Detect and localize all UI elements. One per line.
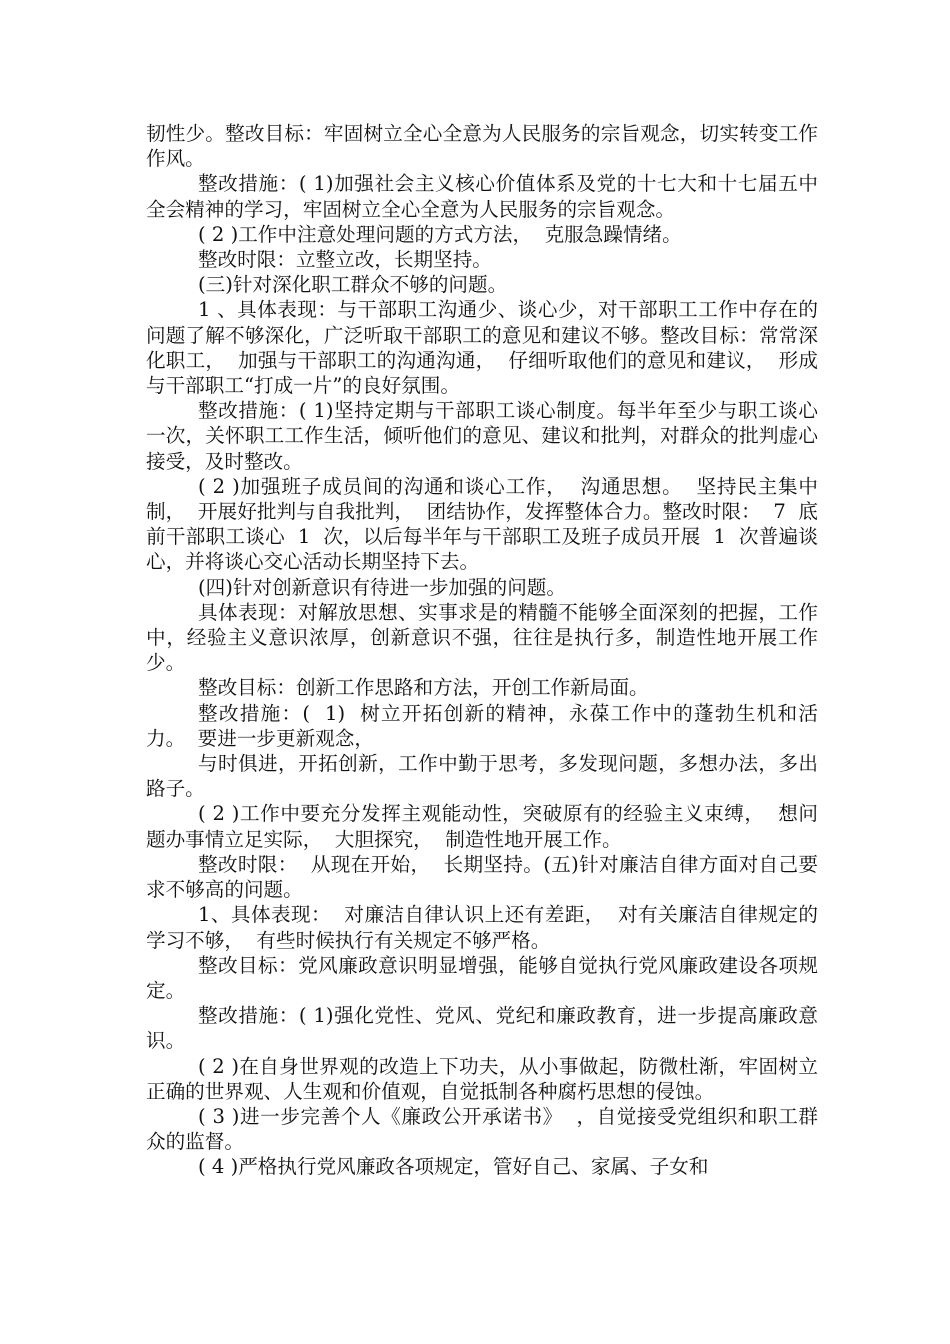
paragraph: 整改措施：( 1)坚持定期与干部职工谈心制度。每半年至少与职工谈心一次，关怀职工工作生活，倾听他们的意见、建议和批判，对群众的批判虚心接受，及时整改。 <box>146 399 818 473</box>
paragraph: 整改措施：( 1)强化党性、党风、党纪和廉政教育，进一步提高廉政意识。 <box>146 1004 818 1053</box>
paragraph: 整改目标：党风廉政意识明显增强，能够自觉执行党风廉政建设各项规定。 <box>146 953 818 1002</box>
paragraph: ( 4 )严格执行党风廉政各项规定，管好自己、家属、子女和 <box>198 1155 709 1179</box>
paragraph: 1 、具体表现：与干部职工沟通少、谈心少，对干部职工工作中存在的问题了解不够深化，广泛听取干部职工的意见和建议不够。整改目标：常常深化职工， 加强与干部职工的沟通沟通， 仔细听取他们的意见和建议， 形成与干部职工“打成一片”的良好氛围。 <box>146 298 818 398</box>
paragraph: ( 2 )工作中要充分发挥主观能动性，突破原有的经验主义束缚， 想问题办事情立足实际， 大胆探究， 制造性地开展工作。 <box>146 802 818 851</box>
paragraph: 整改目标：创新工作思路和方法，开创工作新局面。 <box>198 676 649 700</box>
paragraph: 韧性少。整改目标：牢固树立全心全意为人民服务的宗旨观念，切实转变工作作风。 <box>146 122 818 171</box>
paragraph: (四)针对创新意识有待进一步加强的问题。 <box>198 575 566 599</box>
paragraph: 与时俱进，开拓创新，工作中勤于思考，多发现问题，多想办法，多出路子。 <box>146 752 818 801</box>
paragraph: 整改时限： 从现在开始， 长期坚持。(五)针对廉洁自律方面对自己要求不够高的问题。 <box>146 852 818 902</box>
paragraph: ( 2 )在自身世界观的改造上下功夫，从小事做起，防微杜渐，牢固树立正确的世界观、人生观和价值观，自觉抵制各种腐朽思想的侵蚀。 <box>146 1054 818 1103</box>
paragraph: 整改措施：( 1) 树立开拓创新的精神，永葆工作中的蓬勃生机和活力。 要进一步更新观念， <box>146 701 818 750</box>
paragraph: (三)针对深化职工群众不够的问题。 <box>198 273 508 297</box>
paragraph: 整改措施：( 1)加强社会主义核心价值体系及党的十七大和十七届五中全会精神的学习，牢固树立全心全意为人民服务的宗旨观念。 <box>146 172 818 221</box>
paragraph: ( 3 )进一步完善个人《廉政公开承诺书》 ，自觉接受党组织和职工群众的监督。 <box>146 1104 818 1154</box>
paragraph: ( 2 )工作中注意处理问题的方式方法， 克服急躁情绪。 <box>198 222 682 246</box>
document-body <box>146 121 818 1180</box>
paragraph: 整改时限：立整立改，长期坚持。 <box>198 248 492 272</box>
paragraph: 具体表现：对解放思想、实事求是的精髓不能够全面深刻的把握，工作中，经验主义意识浓厚，创新意识不强，往往是执行多，制造性地开展工作少。 <box>146 600 818 675</box>
paragraph: 1、具体表现： 对廉洁自律认识上还有差距， 对有关廉洁自律规定的学习不够， 有些时候执行有关规定不够严格。 <box>146 903 818 952</box>
paragraph: ( 2 )加强班子成员间的沟通和谈心工作， 沟通思想。 坚持民主集中制， 开展好批判与自我批判， 团结协作，发挥整体合力。整改时限： 7 底前干部职工谈心 1 次，以后每半年与干部职工及班子成员开展 1 次普遍谈心，并将谈心交心活动长期坚持下去。 <box>146 474 818 574</box>
